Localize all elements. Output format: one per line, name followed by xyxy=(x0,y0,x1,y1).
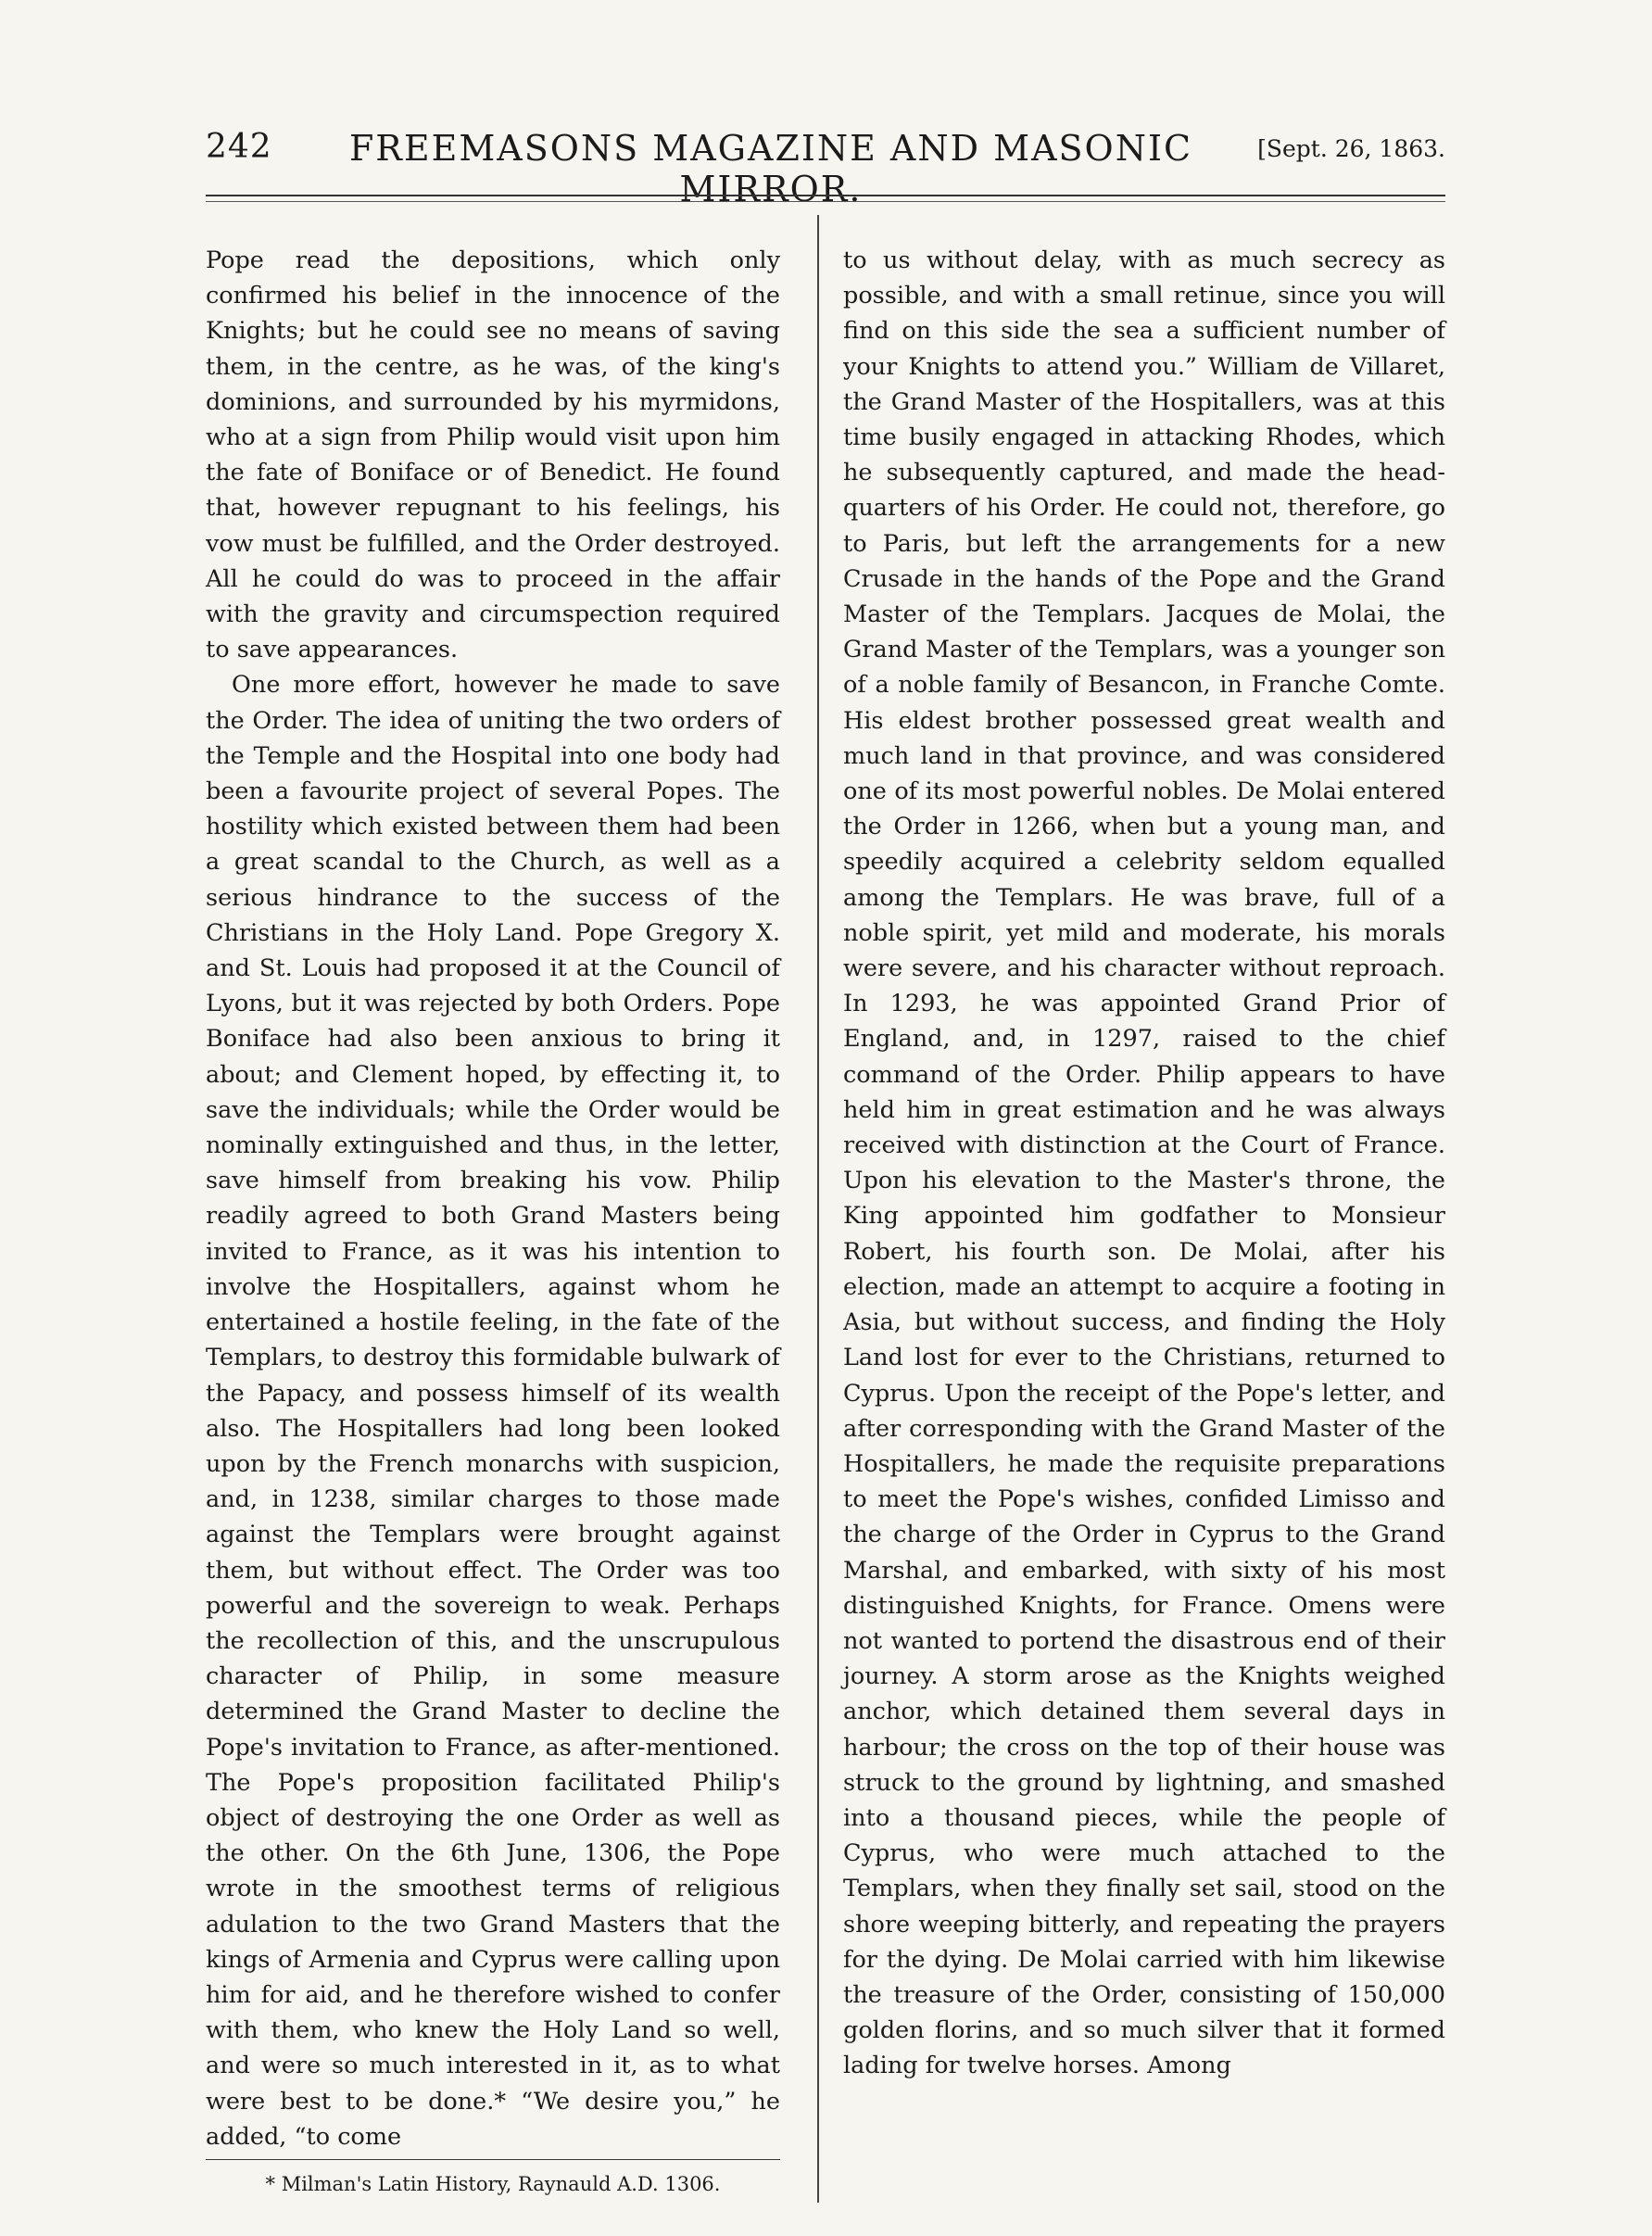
footnote-rule xyxy=(206,2159,780,2160)
footnote: * Milman's Latin History, Raynauld A.D. 1306. xyxy=(265,2173,721,2195)
paragraph: to us without delay, with as much secrecy as possible, and with a small retinue, since you will find on this side the sea a sufficient number of your Knights to attend you.” William de Villaret, the Grand Master of the Hospitallers, was at this time busily engaged in attacking Rhodes, which he subsequently captured, and made the head-quarters of his Order. He could not, therefore, go to Paris, but left the arrangements for a new Crusade in the hands of the Pope and the Grand Master of the Templars. Jacques de Molai, the Grand Master of the Templars, was a younger son of a noble family of Besancon, in Franche Comte. His eldest brother possessed great wealth and much land in that province, and was considered one of its most powerful nobles. De Molai entered the Order in 1266, when but a young man, and speedily acquired a celebrity seldom equalled among the Templars. He was brave, full of a noble spirit, yet mild and moderate, his morals were severe, and his character without reproach. In 1293, he was appointed Grand Prior of England, and, in 1297, raised to the chief command of the Order. Philip appears to have held him in great estimation and he was always received with distinction at the Court of France. Upon his elevation to the Master's throne, the King appointed him godfather to Monsieur Robert, his fourth son. De Molai, after his election, made an attempt to acquire a footing in Asia, but without success, and finding the Holy Land lost for ever to the Christians, returned to Cyprus. Upon the receipt of the Pope's letter, and after corresponding with the Grand Master of the Hospitallers, he made the requisite preparations to meet the Pope's wishes, confided Limisso and the charge of the Order in Cyprus to the Grand Marshal, and embarked, with sixty of his most distinguished Knights, for France. Omens were not wanted to portend the disastrous end of their journey. A storm arose as the Knights weighed anchor, which detained them several days in harbour; the cross on the top of their house was struck to the ground by lightning, and smashed into a thousand pieces, while the people of Cyprus, who were much attached to the Templars, when they finally set sail, stood on the shore weeping bitterly, and repeating the prayers for the dying. De Molai carried with him likewise the treasure of the Order, consisting of 150,000 golden florins, and so much silver that it formed lading for twelve horses. Among xyxy=(843,246,1445,2080)
page-number: 242 xyxy=(206,128,272,166)
column-divider xyxy=(817,215,819,2203)
header-rule-thin xyxy=(206,201,1445,202)
header-rule xyxy=(206,195,1445,196)
running-header xyxy=(206,128,1445,209)
paragraph: One more effort, however he made to save the Order. The idea of uniting the two orders of the Temple and the Hospital into one body had been a favourite project of several Popes. The hostility which existed between them had been a great scandal to the Church, as well as a serious hindrance to the success of the Christians in the Holy Land. Pope Gregory X. and St. Louis had proposed it at the Council of Lyons, but it was rejected by both Orders. Pope Boniface had also been anxious to bring it about; and Clement hoped, by effecting it, to save the individuals; while the Order would be nominally extinguished and thus, in the letter, save himself from breaking his vow. Philip readily agreed to both Grand Masters being invited to France, as it was his intention to involve the Hospitallers, against whom he entertained a hostile feeling, in the fate of the Templars, to destroy this formidable bulwark of the Papacy, and possess himself of its wealth also. The Hospitallers had long been looked upon by the French monarchs with suspicion, and, in 1238, similar charges to those made against the Templars were brought against them, but without effect. The Order was too powerful and the sovereign to weak. Perhaps the recollection of this, and the unscrupulous character of Philip, in some measure determined the Grand Master to decline the Pope's invitation to France, as after-mentioned. The Pope's proposition facilitated Philip's object of destroying the one Order as well as the other. On the 6th June, 1306, the Pope wrote in the smoothest terms of religious adulation to the two Grand Masters that the kings of Armenia and Cyprus were calling upon him for aid, and he therefore wished to confer with them, who knew the Holy Land so well, and were so much interested in it, as to what were best to be done.* “We desire you,” he added, “to come xyxy=(206,671,780,2151)
left-column xyxy=(206,243,780,2154)
magazine-title: FREEMASONS MAGAZINE AND MASONIC MIRROR. xyxy=(348,128,1193,209)
issue-date: [Sept. 26, 1863. xyxy=(1257,135,1445,162)
paragraph: Pope read the depositions, which only confirmed his belief in the innocence of the Knights; but he could see no means of saving them, in the centre, as he was, of the king's dominions, and surrounded by his myrmidons, who at a sign from Philip would visit upon him the fate of Boniface or of Benedict. He found that, however repugnant to his feelings, his vow must be fulfilled, and the Order destroyed. All he could do was to proceed in the affair with the gravity and circumspection required to save appearances. xyxy=(206,246,780,664)
right-column xyxy=(843,243,1445,2084)
